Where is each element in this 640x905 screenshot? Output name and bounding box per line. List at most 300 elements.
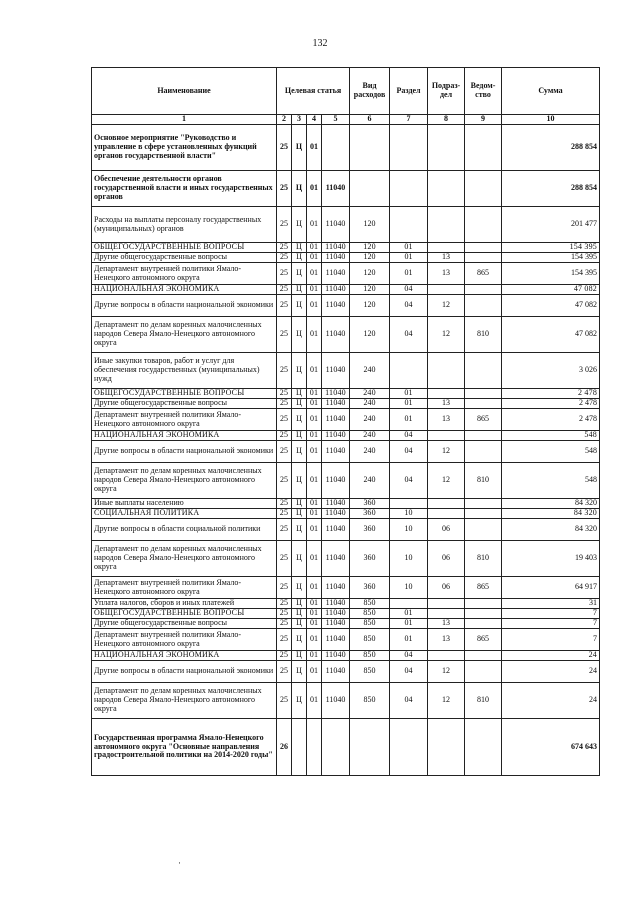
cell-vid: 120 xyxy=(350,207,390,243)
cell-summa: 288 854 xyxy=(502,171,600,207)
cell-razdel: 04 xyxy=(390,661,428,683)
cell-podrazdel: 13 xyxy=(428,399,465,409)
code-direction: 11040 xyxy=(322,285,350,295)
header-row xyxy=(92,68,600,115)
code-event: 01 xyxy=(307,509,322,519)
cell-podrazdel xyxy=(428,609,465,619)
cell-summa: 201 477 xyxy=(502,207,600,243)
cell-podrazdel xyxy=(428,353,465,389)
table-row xyxy=(92,243,600,253)
cell-razdel: 01 xyxy=(390,619,428,629)
code-subprogram: Ц xyxy=(292,285,307,295)
cell-vedomstvo: 810 xyxy=(465,463,502,499)
code-subprogram: Ц xyxy=(292,499,307,509)
code-direction: 11040 xyxy=(322,207,350,243)
cell-razdel: 01 xyxy=(390,399,428,409)
cell-podrazdel xyxy=(428,719,465,776)
cell-razdel: 04 xyxy=(390,441,428,463)
cell-vedomstvo: 865 xyxy=(465,629,502,651)
cell-podrazdel: 13 xyxy=(428,409,465,431)
cell-summa: 2 478 xyxy=(502,409,600,431)
table-row xyxy=(92,577,600,599)
row-name: Государственная программа Ямало-Ненецкого автономного округа "Основные направления градостроительной политики на 2014-2020 годы" xyxy=(92,719,277,776)
cell-vedomstvo xyxy=(465,509,502,519)
code-event: 01 xyxy=(307,243,322,253)
cell-vedomstvo xyxy=(465,207,502,243)
cell-podrazdel xyxy=(428,171,465,207)
index-row xyxy=(92,115,600,125)
row-name: ОБЩЕГОСУДАРСТВЕННЫЕ ВОПРОСЫ xyxy=(92,243,277,253)
cell-summa: 7 xyxy=(502,609,600,619)
cell-razdel xyxy=(390,719,428,776)
table-row xyxy=(92,409,600,431)
code-direction: 11040 xyxy=(322,499,350,509)
cell-vedomstvo xyxy=(465,599,502,609)
code-direction: 11040 xyxy=(322,441,350,463)
code-program: 25 xyxy=(277,509,292,519)
cell-vid: 120 xyxy=(350,285,390,295)
code-program: 25 xyxy=(277,389,292,399)
cell-podrazdel xyxy=(428,125,465,171)
row-name: Департамент внутренней политики Ямало-Ненецкого автономного округа xyxy=(92,263,277,285)
code-subprogram: Ц xyxy=(292,431,307,441)
cell-vid: 240 xyxy=(350,409,390,431)
row-name: Другие общегосударственные вопросы xyxy=(92,619,277,629)
code-subprogram: Ц xyxy=(292,577,307,599)
table-row xyxy=(92,253,600,263)
code-program: 25 xyxy=(277,499,292,509)
cell-vedomstvo xyxy=(465,651,502,661)
cell-vid: 240 xyxy=(350,353,390,389)
cell-summa: 2 478 xyxy=(502,389,600,399)
cell-vid: 120 xyxy=(350,295,390,317)
cell-vid: 850 xyxy=(350,609,390,619)
row-name: НАЦИОНАЛЬНАЯ ЭКОНОМИКА xyxy=(92,431,277,441)
code-subprogram: Ц xyxy=(292,683,307,719)
code-event: 01 xyxy=(307,171,322,207)
index-cell: 2 xyxy=(277,115,292,125)
table-row xyxy=(92,399,600,409)
table-row xyxy=(92,651,600,661)
code-subprogram: Ц xyxy=(292,263,307,285)
cell-vid: 850 xyxy=(350,661,390,683)
code-direction: 11040 xyxy=(322,353,350,389)
code-event: 01 xyxy=(307,599,322,609)
code-event: 01 xyxy=(307,661,322,683)
header-podrazdel: Подраз-дел xyxy=(428,68,465,115)
code-direction: 11040 xyxy=(322,619,350,629)
cell-summa: 64 917 xyxy=(502,577,600,599)
table-row xyxy=(92,609,600,619)
row-name: Уплата налогов, сборов и иных платежей xyxy=(92,599,277,609)
cell-vedomstvo: 810 xyxy=(465,541,502,577)
row-name: СОЦИАЛЬНАЯ ПОЛИТИКА xyxy=(92,509,277,519)
cell-vid: 360 xyxy=(350,541,390,577)
table-row xyxy=(92,441,600,463)
code-program: 25 xyxy=(277,409,292,431)
code-subprogram: Ц xyxy=(292,541,307,577)
cell-podrazdel: 13 xyxy=(428,253,465,263)
code-direction: 11040 xyxy=(322,431,350,441)
cell-razdel: 10 xyxy=(390,519,428,541)
code-direction: 11040 xyxy=(322,661,350,683)
code-program: 25 xyxy=(277,399,292,409)
cell-summa: 47 082 xyxy=(502,285,600,295)
cell-podrazdel: 12 xyxy=(428,441,465,463)
cell-summa: 24 xyxy=(502,661,600,683)
cell-podrazdel xyxy=(428,207,465,243)
index-cell: 1 xyxy=(92,115,277,125)
cell-vedomstvo xyxy=(465,389,502,399)
code-event: 01 xyxy=(307,353,322,389)
code-program: 26 xyxy=(277,719,292,776)
header-vid: Вид расходов xyxy=(350,68,390,115)
cell-podrazdel: 12 xyxy=(428,317,465,353)
cell-podrazdel xyxy=(428,499,465,509)
cell-podrazdel xyxy=(428,389,465,399)
code-program: 25 xyxy=(277,683,292,719)
row-name: Другие общегосударственные вопросы xyxy=(92,253,277,263)
cell-vid: 850 xyxy=(350,629,390,651)
code-event: 01 xyxy=(307,609,322,619)
code-subprogram xyxy=(292,719,307,776)
row-name: Департамент по делам коренных малочисленных народов Севера Ямало-Ненецкого автономного округа xyxy=(92,683,277,719)
code-event: 01 xyxy=(307,541,322,577)
code-event: 01 xyxy=(307,431,322,441)
cell-summa: 84 320 xyxy=(502,499,600,509)
row-name: НАЦИОНАЛЬНАЯ ЭКОНОМИКА xyxy=(92,285,277,295)
code-program: 25 xyxy=(277,263,292,285)
cell-vid: 360 xyxy=(350,519,390,541)
row-name: Департамент по делам коренных малочисленных народов Севера Ямало-Ненецкого автономного округа xyxy=(92,541,277,577)
cell-summa: 31 xyxy=(502,599,600,609)
code-program: 25 xyxy=(277,541,292,577)
code-direction: 11040 xyxy=(322,463,350,499)
code-subprogram: Ц xyxy=(292,399,307,409)
cell-summa: 47 082 xyxy=(502,317,600,353)
cell-vid xyxy=(350,719,390,776)
cell-vedomstvo xyxy=(465,243,502,253)
cell-razdel: 04 xyxy=(390,431,428,441)
code-program: 25 xyxy=(277,207,292,243)
index-cell: 5 xyxy=(322,115,350,125)
cell-podrazdel: 12 xyxy=(428,295,465,317)
code-direction: 11040 xyxy=(322,519,350,541)
code-program: 25 xyxy=(277,243,292,253)
code-subprogram: Ц xyxy=(292,253,307,263)
cell-razdel xyxy=(390,353,428,389)
code-subprogram: Ц xyxy=(292,599,307,609)
cell-podrazdel: 12 xyxy=(428,683,465,719)
cell-vid: 120 xyxy=(350,243,390,253)
row-name: Другие вопросы в области национальной экономики xyxy=(92,295,277,317)
cell-razdel: 10 xyxy=(390,509,428,519)
code-direction: 11040 xyxy=(322,243,350,253)
code-program: 25 xyxy=(277,519,292,541)
cell-summa: 24 xyxy=(502,683,600,719)
cell-summa: 47 082 xyxy=(502,295,600,317)
row-name: Другие вопросы в области национальной экономики xyxy=(92,661,277,683)
code-subprogram: Ц xyxy=(292,317,307,353)
code-direction: 11040 xyxy=(322,317,350,353)
cell-summa: 154 395 xyxy=(502,263,600,285)
code-program: 25 xyxy=(277,619,292,629)
row-name: Департамент внутренней политики Ямало-Ненецкого автономного округа xyxy=(92,409,277,431)
cell-vid: 850 xyxy=(350,619,390,629)
cell-podrazdel: 06 xyxy=(428,519,465,541)
code-program: 25 xyxy=(277,125,292,171)
cell-razdel: 01 xyxy=(390,629,428,651)
budget-table xyxy=(91,67,600,776)
code-event: 01 xyxy=(307,285,322,295)
row-name: Департамент по делам коренных малочисленных народов Севера Ямало-Ненецкого автономного округа xyxy=(92,463,277,499)
cell-vedomstvo xyxy=(465,719,502,776)
code-direction: 11040 xyxy=(322,577,350,599)
cell-vid: 850 xyxy=(350,599,390,609)
code-direction: 11040 xyxy=(322,253,350,263)
table-row xyxy=(92,171,600,207)
cell-vid: 850 xyxy=(350,651,390,661)
code-event: 01 xyxy=(307,317,322,353)
cell-podrazdel: 13 xyxy=(428,629,465,651)
code-event: 01 xyxy=(307,619,322,629)
cell-vedomstvo: 865 xyxy=(465,577,502,599)
code-subprogram: Ц xyxy=(292,463,307,499)
code-direction: 11040 xyxy=(322,409,350,431)
code-subprogram: Ц xyxy=(292,389,307,399)
cell-vedomstvo xyxy=(465,609,502,619)
code-subprogram: Ц xyxy=(292,519,307,541)
table-row xyxy=(92,389,600,399)
cell-vedomstvo: 865 xyxy=(465,409,502,431)
cell-razdel: 04 xyxy=(390,295,428,317)
cell-podrazdel xyxy=(428,243,465,253)
index-cell: 8 xyxy=(428,115,465,125)
code-event: 01 xyxy=(307,207,322,243)
cell-podrazdel: 06 xyxy=(428,541,465,577)
cell-vedomstvo xyxy=(465,499,502,509)
row-name: Расходы на выплаты персоналу государственных (муниципальных) органов xyxy=(92,207,277,243)
cell-podrazdel xyxy=(428,651,465,661)
code-direction xyxy=(322,125,350,171)
code-event: 01 xyxy=(307,253,322,263)
cell-vid: 240 xyxy=(350,463,390,499)
code-event: 01 xyxy=(307,683,322,719)
code-subprogram: Ц xyxy=(292,207,307,243)
code-program: 25 xyxy=(277,295,292,317)
cell-vedomstvo xyxy=(465,431,502,441)
cell-vedomstvo xyxy=(465,441,502,463)
code-program: 25 xyxy=(277,577,292,599)
cell-summa: 548 xyxy=(502,441,600,463)
cell-podrazdel: 13 xyxy=(428,263,465,285)
code-subprogram: Ц xyxy=(292,125,307,171)
cell-summa: 84 320 xyxy=(502,509,600,519)
header-razdel: Раздел xyxy=(390,68,428,115)
cell-razdel xyxy=(390,207,428,243)
cell-razdel: 10 xyxy=(390,541,428,577)
code-event xyxy=(307,719,322,776)
cell-summa: 7 xyxy=(502,619,600,629)
cell-vedomstvo xyxy=(465,399,502,409)
code-program: 25 xyxy=(277,661,292,683)
cell-razdel: 01 xyxy=(390,609,428,619)
cell-summa: 548 xyxy=(502,431,600,441)
cell-razdel: 04 xyxy=(390,463,428,499)
cell-vid: 850 xyxy=(350,683,390,719)
code-event: 01 xyxy=(307,125,322,171)
cell-razdel: 01 xyxy=(390,263,428,285)
cell-vedomstvo xyxy=(465,353,502,389)
cell-vid: 120 xyxy=(350,317,390,353)
code-event: 01 xyxy=(307,263,322,285)
cell-vedomstvo xyxy=(465,171,502,207)
cell-vid: 240 xyxy=(350,441,390,463)
table-row xyxy=(92,683,600,719)
code-program: 25 xyxy=(277,441,292,463)
cell-vid: 360 xyxy=(350,499,390,509)
row-name: Обеспечение деятельности органов государственной власти и иных государственных органов xyxy=(92,171,277,207)
header-summa: Сумма xyxy=(502,68,600,115)
code-program: 25 xyxy=(277,609,292,619)
table-row xyxy=(92,519,600,541)
cell-vedomstvo xyxy=(465,125,502,171)
table-row xyxy=(92,599,600,609)
table-row xyxy=(92,509,600,519)
row-name: НАЦИОНАЛЬНАЯ ЭКОНОМИКА xyxy=(92,651,277,661)
cell-razdel: 04 xyxy=(390,317,428,353)
cell-vid: 120 xyxy=(350,253,390,263)
cell-summa: 548 xyxy=(502,463,600,499)
cell-razdel: 04 xyxy=(390,683,428,719)
index-cell: 7 xyxy=(390,115,428,125)
table-row xyxy=(92,317,600,353)
code-subprogram: Ц xyxy=(292,609,307,619)
table-row xyxy=(92,719,600,776)
cell-podrazdel: 12 xyxy=(428,661,465,683)
cell-vedomstvo: 865 xyxy=(465,263,502,285)
footer-mark: · xyxy=(178,858,181,868)
code-direction: 11040 xyxy=(322,683,350,719)
cell-summa: 2 478 xyxy=(502,399,600,409)
code-program: 25 xyxy=(277,353,292,389)
code-subprogram: Ц xyxy=(292,441,307,463)
code-direction: 11040 xyxy=(322,509,350,519)
cell-summa: 154 395 xyxy=(502,253,600,263)
table-row xyxy=(92,661,600,683)
code-subprogram: Ц xyxy=(292,171,307,207)
cell-vid xyxy=(350,171,390,207)
cell-razdel xyxy=(390,171,428,207)
cell-razdel: 01 xyxy=(390,409,428,431)
cell-vid: 240 xyxy=(350,389,390,399)
header-target: Целевая статья xyxy=(277,68,350,115)
code-program: 25 xyxy=(277,285,292,295)
code-program: 25 xyxy=(277,599,292,609)
code-event: 01 xyxy=(307,399,322,409)
index-cell: 9 xyxy=(465,115,502,125)
cell-podrazdel xyxy=(428,599,465,609)
cell-razdel: 04 xyxy=(390,285,428,295)
cell-summa: 7 xyxy=(502,629,600,651)
code-event: 01 xyxy=(307,295,322,317)
cell-vid: 360 xyxy=(350,577,390,599)
header-vedomstvo: Ведом-ство xyxy=(465,68,502,115)
code-subprogram: Ц xyxy=(292,409,307,431)
header-name: Наименование xyxy=(92,68,277,115)
row-name: ОБЩЕГОСУДАРСТВЕННЫЕ ВОПРОСЫ xyxy=(92,389,277,399)
cell-razdel xyxy=(390,499,428,509)
code-program: 25 xyxy=(277,171,292,207)
table-row xyxy=(92,295,600,317)
code-direction: 11040 xyxy=(322,295,350,317)
index-cell: 6 xyxy=(350,115,390,125)
cell-podrazdel xyxy=(428,431,465,441)
table-row xyxy=(92,619,600,629)
cell-summa: 19 403 xyxy=(502,541,600,577)
table-row xyxy=(92,499,600,509)
code-direction: 11040 xyxy=(322,609,350,619)
code-direction: 11040 xyxy=(322,651,350,661)
code-subprogram: Ц xyxy=(292,509,307,519)
cell-vid: 240 xyxy=(350,431,390,441)
cell-razdel xyxy=(390,599,428,609)
cell-summa: 154 395 xyxy=(502,243,600,253)
code-direction: 11040 xyxy=(322,171,350,207)
code-event: 01 xyxy=(307,463,322,499)
cell-vedomstvo xyxy=(465,295,502,317)
code-program: 25 xyxy=(277,253,292,263)
code-direction: 11040 xyxy=(322,389,350,399)
table-row xyxy=(92,207,600,243)
table-row xyxy=(92,541,600,577)
cell-podrazdel xyxy=(428,509,465,519)
code-program: 25 xyxy=(277,431,292,441)
code-subprogram: Ц xyxy=(292,243,307,253)
index-cell: 3 xyxy=(292,115,307,125)
cell-vedomstvo: 810 xyxy=(465,317,502,353)
code-event: 01 xyxy=(307,441,322,463)
code-event: 01 xyxy=(307,651,322,661)
cell-summa: 288 854 xyxy=(502,125,600,171)
row-name: Иные закупки товаров, работ и услуг для обеспечения государственных (муниципальных) нужд xyxy=(92,353,277,389)
cell-vedomstvo xyxy=(465,661,502,683)
row-name: Другие общегосударственные вопросы xyxy=(92,399,277,409)
cell-vid xyxy=(350,125,390,171)
code-program: 25 xyxy=(277,463,292,499)
code-program: 25 xyxy=(277,629,292,651)
row-name: Департамент внутренней политики Ямало-Ненецкого автономного округа xyxy=(92,577,277,599)
code-program: 25 xyxy=(277,651,292,661)
cell-summa: 3 026 xyxy=(502,353,600,389)
code-subprogram: Ц xyxy=(292,651,307,661)
cell-razdel xyxy=(390,125,428,171)
cell-podrazdel xyxy=(428,285,465,295)
table-body xyxy=(92,125,600,776)
index-cell: 4 xyxy=(307,115,322,125)
code-direction xyxy=(322,719,350,776)
table-row xyxy=(92,463,600,499)
cell-razdel: 04 xyxy=(390,651,428,661)
cell-razdel: 10 xyxy=(390,577,428,599)
code-event: 01 xyxy=(307,577,322,599)
cell-podrazdel: 13 xyxy=(428,619,465,629)
cell-razdel: 01 xyxy=(390,243,428,253)
row-name: Другие вопросы в области социальной политики xyxy=(92,519,277,541)
page-number: 132 xyxy=(312,38,328,49)
table-row xyxy=(92,431,600,441)
row-name: Другие вопросы в области национальной экономики xyxy=(92,441,277,463)
